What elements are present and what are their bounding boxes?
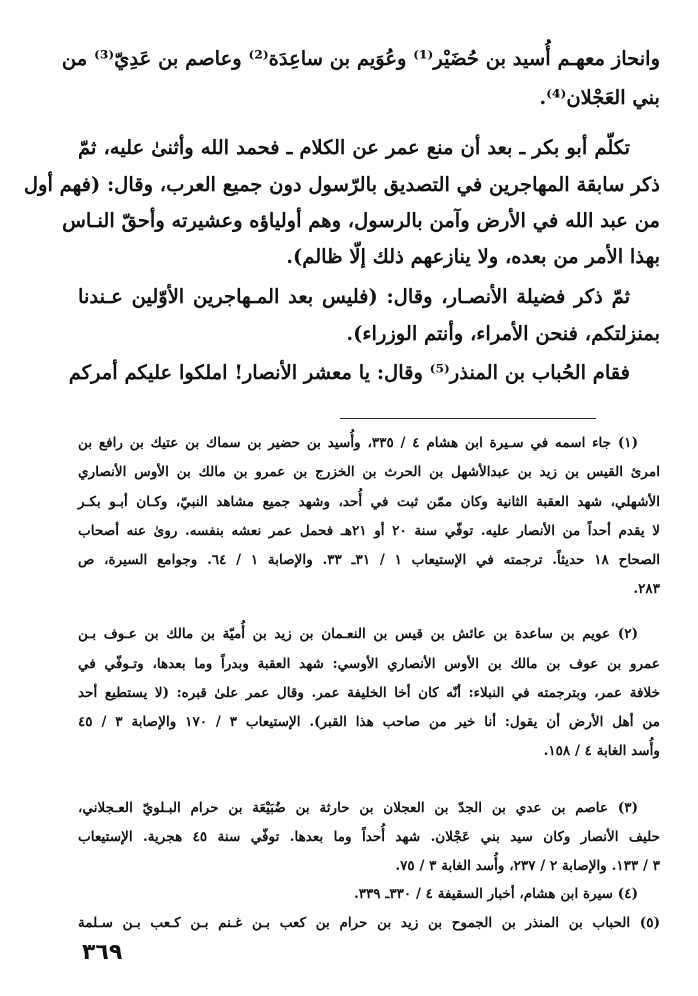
page-number: ٣٦٩	[82, 940, 123, 965]
footnote-line: الصحاح ١٨ حديثاً. ترجمته في الإستيعاب ١ / ٣١ـ ٣٣. والإصابة ١ / ٦٤. وجوامع السيرة، ص	[78, 552, 660, 568]
footnote-line: خلافة عمر، وبترجمته في النبلاء: أنّه كان أخا الخليفة عمر. وقال عمر علىٰ قبره: (لا يستطيع أحد	[78, 685, 660, 701]
footnote-line: لا يقدم أحداً من الأنصار عليه. توفّي سنة ٢٠ أو ٢١هـ فحمل عمر نعشه بنفسه. روىٰ عنه أصحاب	[78, 523, 660, 539]
footnote-line: (٤) سيرة ابن هشام، أخبار السقيفة ٤ / ٣٣٠ـ ٣٣٩.	[353, 886, 638, 902]
text-line: وانحاز معهـم أُسيد بن حُضَيْر⁽¹⁾ وعُوَيم بن ساعِدَة⁽²⁾ وعاصم بن عَدِيّ⁽³⁾ من	[61, 47, 660, 70]
text-line: من عبد الله في الأرض وآمن بالرسول، وهم أولياؤه وعشيرته وأحقّ النـاس	[62, 209, 660, 232]
footnote-line: (٣) عاصم بن عدي بن الجدّ بن العجلان بن حارثة بن ضُبَيْعَة بن حرام البـلويّ العـجلاني،	[78, 800, 638, 816]
footnote-line: عمرو بن عوف بن مالك بن الأوس الأنصاري الأوسي: شهد العقبة وبدراً وما بعدها، وتـوفّي في	[78, 656, 660, 672]
footnote-line: من أهل الأرض أن يقول: أنا خير من صاحب هذا القبر). الإستيعاب ٣ / ١٧٠ والإصابة ٣ / ٤٥	[78, 714, 660, 730]
footnote-line: ٣ / ١٣٣. والإصابة ٢ / ٢٣٧، وأُسد الغابة ٣ / ٧٥.	[395, 858, 660, 874]
text-line: ثمّ ذكر فضيلة الأنصـار، وقال: (فليس بعد المـهاجرين الأوّلين عـندنا	[78, 285, 630, 308]
footnote-line: (٥) الحباب بن المنذر بن الجموح بن زيد بن حرام بن كعب بـن غـنم بـن كـعب بـن سـلمة	[78, 915, 660, 931]
footnote-line: وأُسد الغابة ٤ / ١٥٨.	[543, 743, 660, 759]
text-line: بني العَجْلان⁽⁴⁾.	[539, 86, 660, 109]
text-line: ذكر سابقة المهاجرين في التصديق بالرّسول دون جميع العرب، وقال: (فهم أول	[23, 173, 660, 196]
footnote-line: امرئ القيس بن زيد بن عبدالأشهل بن الحرث بن الخزرج بن عمرو بن مالك بن الأوس الأنصاري	[78, 464, 660, 480]
footnote-line: الأشهلي، شهد العقبة الثانية وكان ممّن ثبت في أُحد، وشهد جميع مشاهد النبيّ، وكـان أبـو بكـر	[78, 494, 660, 510]
footnote-line: (١) جاء اسمه في سـيرة ابن هشام ٤ / ٣٣٥، وأُسيد بن حضير بن سماك بن عتيك بن رافع بن	[78, 435, 639, 451]
text-line: بهذا الأمر من بعده، ولا ينازعهم ذلك إلّا ظالم).	[286, 245, 660, 268]
text-line: تكلّم أبو بكر ـ بعد أن منع عمر عن الكلام ـ فحمد الله وأثنىٰ عليه، ثمّ	[78, 136, 630, 159]
text-line: بمنزلتكم، فنحن الأمراء، وأنتم الوزراء).	[346, 322, 660, 345]
footnote-line: حليف الأنصار وكان سيد بني عَجْلان. شهد أُحداً وما بعدها. توفّي سنة ٤٥ هجرية. الإستيعاب	[78, 829, 660, 845]
footnote-line: (٢) عويم بن ساعدة بن عائش بن قيس بن النعـمان بن زيد بن أُميّة بن مالك بن عـوف بـن	[78, 626, 638, 642]
footnote-separator	[340, 418, 596, 419]
text-line: فقام الحُباب بن المنذر⁽⁵⁾ وقال: يا معشر الأنصار! املكوا عليكم أمركم	[68, 361, 630, 384]
footnote-line: ٢٨٣.	[633, 581, 660, 597]
